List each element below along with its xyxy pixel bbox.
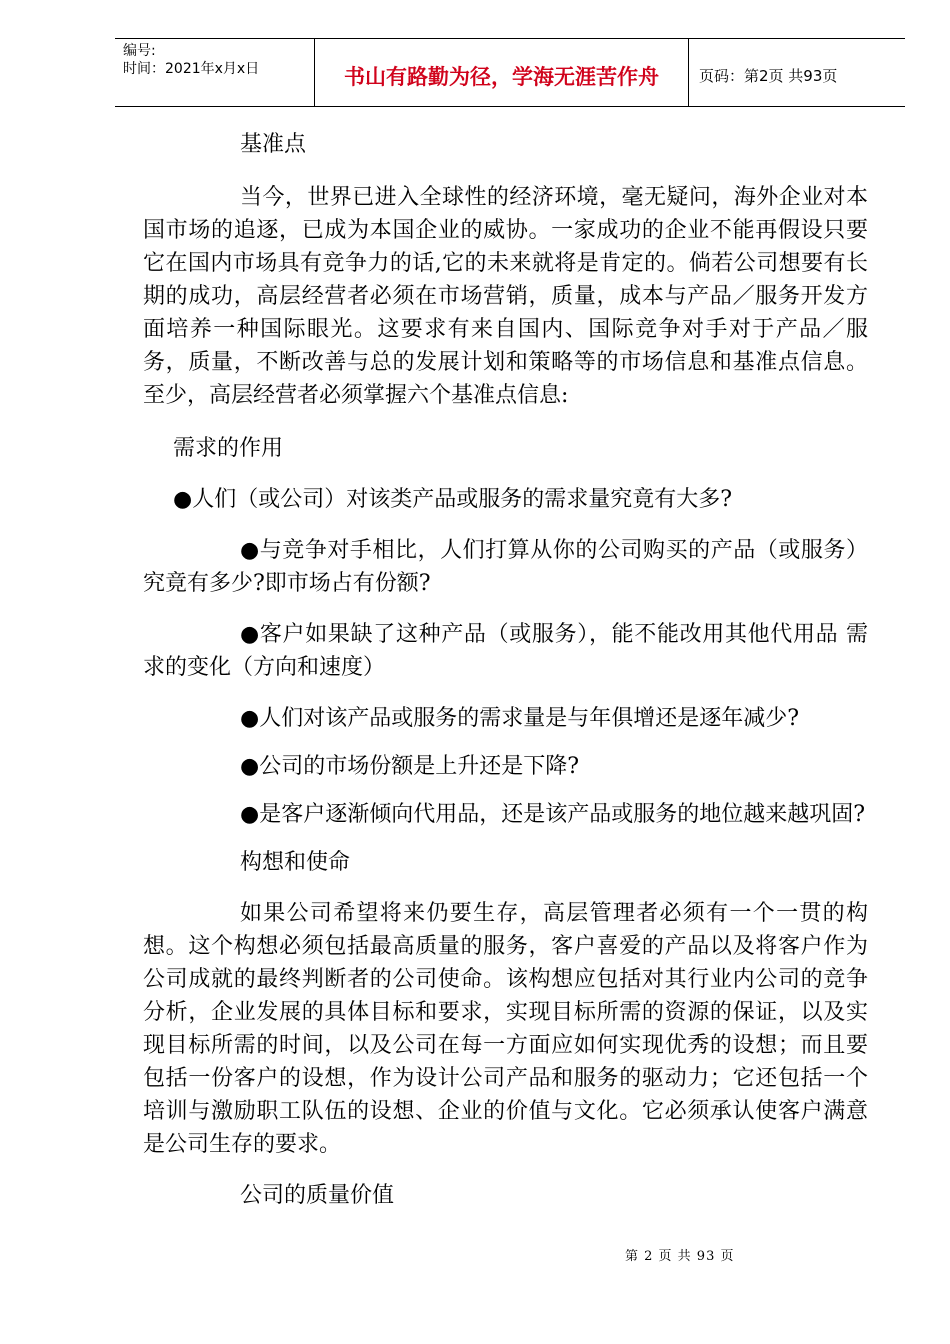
paragraph-intro: 当今，世界已进入全球性的经济环境，毫无疑问，海外企业对本国市场的追逐，已成为本国企业的威协。一家成功的企业不能再假设只要它在国内市场具有竞争力的话,它的未来就将是肯定的。倘若公司想要有长期的成功，高层经营者必须在市场营销，质量，成本与产品／服务开发方面培养一种国际眼光。这要求有来自国内、国际竞争对手对于产品／服务，质量，不断改善与总的发展计划和策略等的市场信息和基准点信息。至少，高层经营者必须掌握六个基准点信息:: [143, 185, 868, 408]
section-heading-quality: 公司的质量价值: [240, 1183, 395, 1208]
bullet-item: ●是客户逐渐倾向代用品，还是该产品或服务的地位越来越巩固?: [240, 802, 865, 827]
bullet-item: ●与竞争对手相比，人们打算从你的公司购买的产品（或服务）究竟有多少?即市场占有份额?: [143, 538, 868, 596]
time-label: 时间：2021年x月x日: [123, 61, 260, 77]
section-heading-vision: 构想和使命: [240, 850, 351, 875]
paragraph-vision: 如果公司希望将来仍要生存，高层管理者必须有一个一贯的构想。这个构想必须包括最高质量的服务，客户喜爱的产品以及将客户作为公司成就的最终判断者的公司使命。该构想应包括对其行业内公司的竞争分析，企业发展的具体目标和要求，实现目标所需的资源的保证，以及实现目标所需的时间，以及公司在每一方面应如何实现优秀的设想；而且要包括一份客户的设想，作为设计公司产品和服务的驱动力；它还包括一个培训与激励职工队伍的设想、企业的价值与文化。它必须承认使客户满意是公司生存的要求。: [143, 901, 868, 1157]
header-page-info: 页码：第2页 共93页: [699, 67, 838, 85]
bullet-item: ●人们（或公司）对该类产品或服务的需求量究竟有大多?: [173, 487, 732, 512]
header-meta: [115, 39, 315, 106]
bullet-item: ●人们对该产品或服务的需求量是与年俱增还是逐年减少?: [240, 706, 799, 731]
serial-label: 编号:: [123, 43, 156, 59]
section-heading-benchmark: 基准点: [240, 132, 307, 157]
document-body: [143, 128, 868, 1212]
header-motto: 书山有路勤为径，学海无涯苦作舟: [315, 39, 689, 106]
section-heading-demand: 需求的作用: [173, 436, 284, 461]
bullet-item: ●公司的市场份额是上升还是下降?: [240, 754, 579, 779]
bullet-item: ●客户如果缺了这种产品（或服务），能不能改用其他代用品 需求的变化（方向和速度）: [143, 622, 868, 680]
page-header: [115, 38, 905, 107]
page-footer: 第 2 页 共 93 页: [625, 1249, 735, 1264]
